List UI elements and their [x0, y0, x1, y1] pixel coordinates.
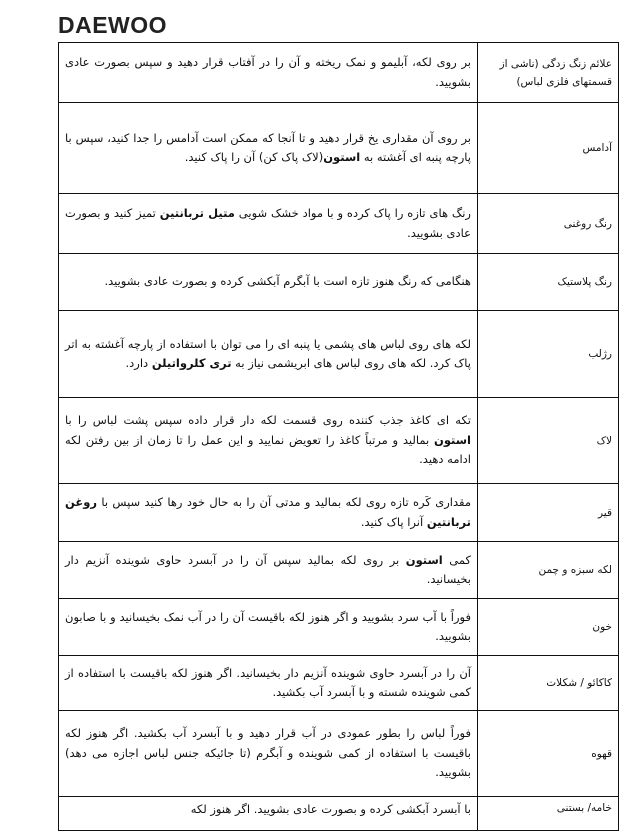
bold-chemical-name: استون — [323, 150, 361, 164]
stain-type-cell: قیر — [478, 484, 619, 542]
cleaning-method-text — [65, 666, 471, 700]
method-text-run: آن را در آبسرد حاوی شوینده آنزیم دار بخیسانید. اگر هنوز لکه باقیست با استفاده از کمی شوینده شسته و با آبسرد آب بکشید. — [65, 665, 471, 699]
stain-type-cell: رژلب — [478, 311, 619, 398]
bold-chemical-name: روغن تربانتین — [65, 495, 471, 529]
stain-type-cell: قهوه — [478, 711, 619, 797]
method-text-run: بمالید و مرتباً کاغذ را تعویض نمایید و این عمل را تا زمان از بین رفتن لکه ادامه دهید. — [65, 432, 471, 467]
cleaning-method-text — [65, 131, 471, 165]
table-row — [59, 711, 619, 797]
bold-chemical-name: استون — [405, 552, 443, 567]
method-text-run: دارد. — [125, 356, 152, 370]
stain-type-cell: خون — [478, 599, 619, 656]
cleaning-method-text — [65, 726, 471, 779]
method-text-run: با آبسرد آبکشی کرده و بصورت عادی بشویید. اگر هنوز لکه — [190, 802, 471, 816]
cleaning-method-cell — [59, 797, 478, 831]
cleaning-method-cell — [59, 311, 478, 398]
cleaning-method-text — [191, 802, 471, 816]
table-row — [59, 797, 619, 831]
stain-type-cell: کاکائو / شکلات — [478, 656, 619, 711]
stain-type-cell: رنگ پلاستیک — [478, 254, 619, 311]
stain-type-cell: آدامس — [478, 103, 619, 194]
method-text-run: آنرا پاک کنید. — [360, 514, 427, 529]
method-text-run: بر روی لکه بمالید سپس آن را در آبسرد حاوی شوینده آنزیم دار بخیسانید. — [65, 552, 471, 586]
method-text-run: (لاک پاک کن) آن را پاک کنید. — [184, 150, 324, 164]
method-text-run: کمی — [442, 552, 472, 567]
stain-removal-table — [58, 42, 619, 831]
stain-type-cell: خامه/ بستنی — [478, 797, 619, 831]
cleaning-method-text — [65, 55, 471, 89]
stain-type-cell: رنگ روغنی — [478, 194, 619, 254]
table-row — [59, 254, 619, 311]
table-row — [59, 484, 619, 542]
table-row — [59, 599, 619, 656]
method-text-run: بر روی آن مقداری یخ قرار دهید و تا آنجا که ممکن است آدامس را جدا کنید، سپس با پارچه پنبه ای آغشته به — [65, 130, 471, 164]
cleaning-method-cell — [59, 398, 478, 484]
table-row — [59, 311, 619, 398]
cleaning-method-text — [65, 206, 471, 240]
cleaning-method-text — [104, 274, 471, 288]
cleaning-method-cell — [59, 599, 478, 656]
stain-type-cell: لکه سبزه و چمن — [478, 542, 619, 599]
cleaning-method-text — [65, 610, 471, 644]
table-row — [59, 194, 619, 254]
cleaning-method-text — [65, 495, 471, 529]
table-row — [59, 656, 619, 711]
method-text-run: فوراً با آب سرد بشویید و اگر هنوز لکه باقیست آن را در آب نمک بخیسانید و با صابون بشویید. — [65, 609, 471, 643]
bold-chemical-name: تری کلرواتیلن — [151, 356, 232, 370]
cleaning-method-cell — [59, 103, 478, 194]
table-row — [59, 398, 619, 484]
method-text-run: لکه های روی لباس های پشمی یا پنبه ای را می توان با استفاده از پارچه آغشته به اتر پاک کرد. لکه های روی لباس های ابریشمی نیاز به — [65, 336, 471, 370]
bold-chemical-name: استون — [434, 432, 471, 447]
stain-type-cell: لاک — [478, 398, 619, 484]
cleaning-method-cell — [59, 484, 478, 542]
table-row — [59, 103, 619, 194]
cleaning-method-cell — [59, 254, 478, 311]
method-text-run: فوراً لباس را بطور عمودی در آب قرار دهید و با آبسرد آب بکشید. اگر هنوز لکه باقیست با استفاده از کمی شوینده و آبگرم (تا جائیکه جنس لباس اجازه می دهد) بشویید. — [65, 726, 471, 780]
cleaning-method-cell — [59, 43, 478, 103]
cleaning-method-text — [65, 413, 471, 466]
cleaning-method-cell — [59, 711, 478, 797]
cleaning-method-cell — [59, 656, 478, 711]
method-text-run: تکه ای کاغذ جذب کننده روی قسمت لکه دار قرار داده سپس پشت لباس را با — [65, 413, 471, 428]
method-text-run: هنگامی که رنگ هنوز تازه است با آبگرم آبکشی کرده و بصورت عادی بشویید. — [104, 274, 471, 289]
method-text-run: بر روی لکه، آبلیمو و نمک ریخته و آن را در آفتاب قرار دهید و سپس بصورت عادی بشویید. — [65, 55, 471, 89]
method-text-run: رنگ های تازه را پاک کرده و با مواد خشک شویی — [234, 206, 471, 220]
cleaning-method-cell — [59, 542, 478, 599]
table-row — [59, 542, 619, 599]
method-text-run: مقداری کَره تازه روی لکه بمالید و مدتی آن را به حال خود رها کنید سپس با — [96, 495, 471, 509]
cleaning-method-text — [65, 553, 471, 587]
bold-chemical-name: متیل تربانتین — [159, 206, 235, 220]
stain-type-cell: علائم زنگ زدگی (ناشی از قسمتهای فلزی لباس) — [478, 43, 619, 103]
method-text-run: تمیز کنید و بصورت عادی بشویید. — [65, 206, 471, 240]
cleaning-method-cell — [59, 194, 478, 254]
cleaning-method-text — [65, 337, 471, 371]
table-row — [59, 43, 619, 103]
daewoo-logo: DAEWOO — [58, 12, 168, 38]
